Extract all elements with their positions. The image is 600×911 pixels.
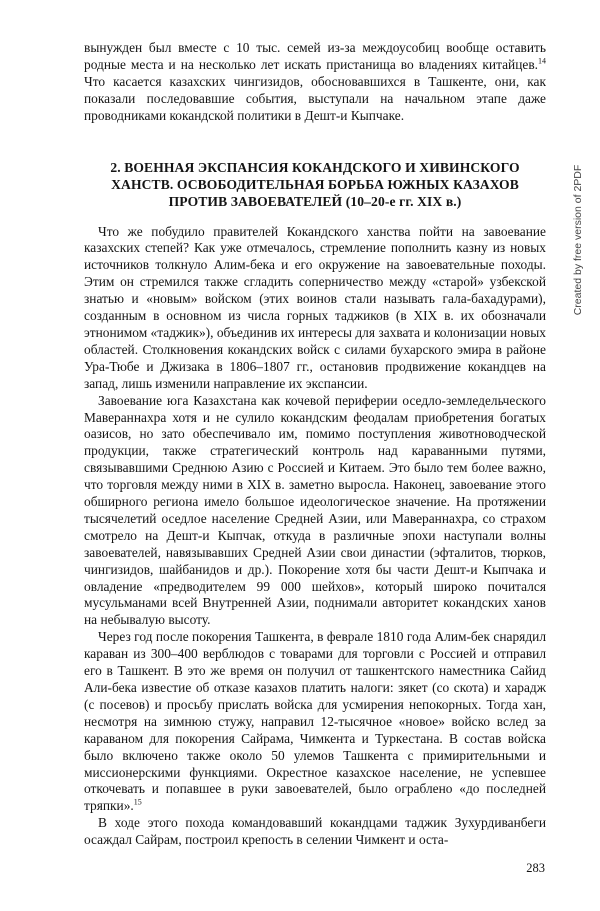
paragraph-4: В ходе этого похода командовавший кокандцами таджик Зухурдиванбеги осаждал Сайрам, построил крепость в селении Чимкент и оста- [84, 815, 546, 848]
document-page [84, 40, 546, 849]
paragraph-2: Завоевание юга Казахстана как кочевой периферии оседло-земледельческого Мавераннахра хотя и не сулило кокандским феодалам приобретения богатых оазисов, но зато обеспечивало им, помимо поступления животноводческой продукции, также стратегический контроль над караванными путями, связывавшими Среднюю Азию с Россией и Китаем. Это было тем более важно, что торговля между ними в XIX в. заметно выросла. Наконец, завоевание этого обширного региона имело большое идеологическое значение. На протяжении тысячелетий оседлое население Средней Азии, или Мавераннахра, со страхом смотрело на Дешт-и Кыпчак, откуда в различные эпохи наступали волны завоевателей, навязывавших Средней Азии свои династии (эфталитов, тюрков, чингизидов, шайбанидов и др.). Покорение хотя бы части Дешт-и Кыпчака и овладение «предводителем 99 000 шейхов», который широко почитался мусульманами всей Внутренней Азии, поднимали авторитет кокандских ханов на небывалую высоту. [84, 392, 546, 628]
paragraph-3 [84, 629, 546, 815]
section-heading-line-2: ХАНСТВ. ОСВОБОДИТЕЛЬНАЯ БОРЬБА ЮЖНЫХ КАЗАХОВ [111, 176, 519, 192]
continuation-text-tail: Что касается казахских чингизидов, обосновавшихся в Ташкенте, они, как показали последовавшие события, выступали на начальном этапе даже проводниками кокандской политики в Дешт-и Кыпчаке. [84, 73, 546, 123]
paragraph-1: Что же побудило правителей Кокандского ханства пойти на завоевание казахских степей? Как уже отмечалось, стремление пополнить казну из новых источников толкнуло Алим-бека и его окружение на завоевательные походы. Этим он стремился также сгладить соперничество между «старой» узбекской знатью и «новым» войском (этих воинов стали называть гала-бахадурами), созданным в основном из числа горных таджиков (в XIX в. их обозначали этнонимом «таджик»), объединив их интересы для захвата и колонизации новых областей. Столкновения кокандских войск с силами бухарского эмира в районе Ура-Тюбе и Джизака в 1806–1807 гг., остановив продвижение кокандцев на запад, лишь изменили направление их экспансии. [84, 223, 546, 391]
section-heading-line-1: 2. ВОЕННАЯ ЭКСПАНСИЯ КОКАНДСКОГО И ХИВИНСКОГО [110, 159, 520, 175]
paragraph-3-text: Через год после покорения Ташкента, в феврале 1810 года Алим-бек снарядил караван из 300–400 верблюдов с товарами для торговли с Россией и отправил его в Ташкент. В это же время он получил от ташкентского наместника Сайид Али-бека известие об отказе казахов платить налоги: зякет (со скота) и харадж (с посевов) и просьбу прислать войска для усмирения непокорных. Тогда хан, несмотря на зимнюю стужу, направил 12-тысячное «новое» войско вслед за караваном для покорения Сайрама, Чимкента и Туркестана. В состав войска было включено также около 50 улемов Ташкента с примирительными и миссионерскими функциями. Окрестное казахское население, не успевшее откочевать и попавшее в руки завоевателей, было ограблено «до последней тряпки». [84, 629, 546, 814]
continuation-paragraph [84, 40, 546, 125]
continuation-text: вынужден был вместе с 10 тыс. семей из-за междоусобиц вообще оставить родные места и на несколько лет искать пристанища во владениях китайцев. [84, 40, 546, 72]
footnote-ref-14[interactable]: 14 [538, 56, 546, 66]
footnote-ref-15[interactable]: 15 [133, 797, 142, 807]
section-heading [84, 159, 546, 210]
page-number: 283 [526, 861, 545, 875]
watermark-text: Created by free version of 2PDF [572, 164, 584, 316]
section-heading-line-3: ПРОТИВ ЗАВОЕВАТЕЛЕЙ (10–20-е гг. XIX в.) [168, 193, 462, 209]
